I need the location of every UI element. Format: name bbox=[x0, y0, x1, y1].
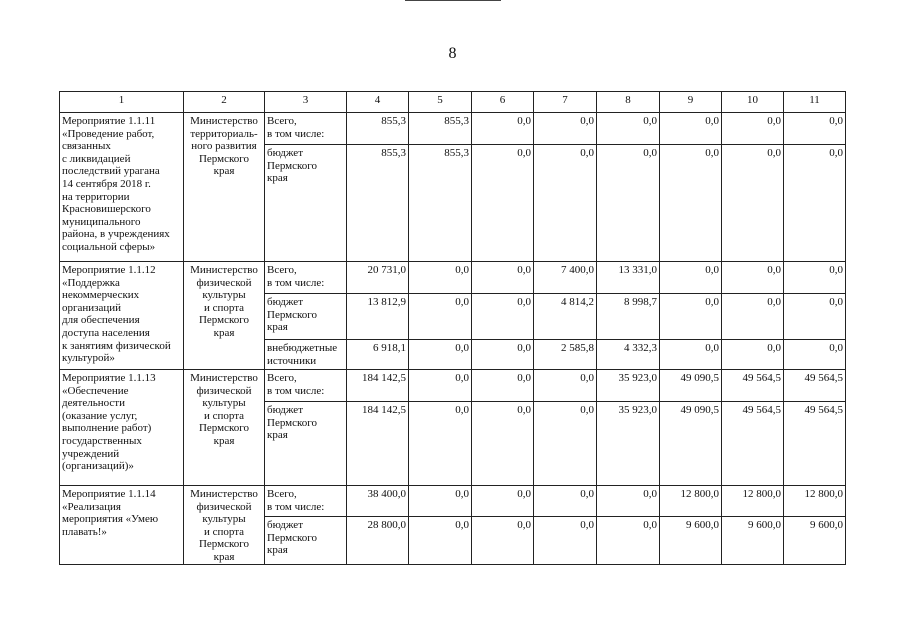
amount-cell: 0,0 bbox=[472, 262, 534, 294]
amount-cell: 0,0 bbox=[534, 145, 597, 262]
page-number: 8 bbox=[448, 45, 457, 62]
amount-cell: 0,0 bbox=[409, 517, 472, 565]
funding-source-cell: бюджет Пермского края bbox=[265, 294, 347, 340]
amount-cell: 9 600,0 bbox=[784, 517, 846, 565]
amount-cell: 0,0 bbox=[660, 262, 722, 294]
amount-cell: 855,3 bbox=[409, 145, 472, 262]
amount-cell: 38 400,0 bbox=[347, 486, 409, 517]
executor-cell: Министерство территориаль- ного развития Пермского края bbox=[184, 113, 265, 262]
funding-source-cell: бюджет Пермского края bbox=[265, 145, 347, 262]
amount-cell: 0,0 bbox=[409, 370, 472, 402]
amount-cell: 0,0 bbox=[722, 145, 784, 262]
amount-cell: 20 731,0 bbox=[347, 262, 409, 294]
top-rule bbox=[405, 0, 501, 1]
amount-cell: 0,0 bbox=[534, 113, 597, 145]
amount-cell: 9 600,0 bbox=[722, 517, 784, 565]
funding-source-cell: бюджет Пермского края bbox=[265, 402, 347, 486]
amount-cell: 0,0 bbox=[722, 294, 784, 340]
column-header: 10 bbox=[722, 92, 784, 113]
column-header: 7 bbox=[534, 92, 597, 113]
amount-cell: 0,0 bbox=[472, 486, 534, 517]
amount-cell: 12 800,0 bbox=[722, 486, 784, 517]
amount-cell: 0,0 bbox=[722, 262, 784, 294]
amount-cell: 0,0 bbox=[660, 340, 722, 370]
amount-cell: 855,3 bbox=[347, 113, 409, 145]
funding-source-cell: Всего, в том числе: bbox=[265, 262, 347, 294]
amount-cell: 0,0 bbox=[597, 113, 660, 145]
amount-cell: 0,0 bbox=[409, 486, 472, 517]
amount-cell: 4 332,3 bbox=[597, 340, 660, 370]
column-header: 2 bbox=[184, 92, 265, 113]
amount-cell: 49 564,5 bbox=[784, 402, 846, 486]
amount-cell: 0,0 bbox=[784, 113, 846, 145]
amount-cell: 0,0 bbox=[784, 262, 846, 294]
amount-cell: 12 800,0 bbox=[660, 486, 722, 517]
column-header: 9 bbox=[660, 92, 722, 113]
funding-source-cell: Всего, в том числе: bbox=[265, 113, 347, 145]
amount-cell: 0,0 bbox=[409, 262, 472, 294]
amount-cell: 8 998,7 bbox=[597, 294, 660, 340]
amount-cell: 0,0 bbox=[472, 340, 534, 370]
table-row bbox=[60, 262, 846, 294]
amount-cell: 0,0 bbox=[597, 486, 660, 517]
amount-cell: 0,0 bbox=[660, 294, 722, 340]
amount-cell: 0,0 bbox=[534, 402, 597, 486]
column-header: 6 bbox=[472, 92, 534, 113]
amount-cell: 0,0 bbox=[784, 294, 846, 340]
column-header: 3 bbox=[265, 92, 347, 113]
amount-cell: 7 400,0 bbox=[534, 262, 597, 294]
amount-cell: 184 142,5 bbox=[347, 402, 409, 486]
amount-cell: 0,0 bbox=[534, 517, 597, 565]
amount-cell: 49 564,5 bbox=[784, 370, 846, 402]
amount-cell: 49 090,5 bbox=[660, 370, 722, 402]
amount-cell: 28 800,0 bbox=[347, 517, 409, 565]
amount-cell: 0,0 bbox=[472, 294, 534, 340]
amount-cell: 49 564,5 bbox=[722, 402, 784, 486]
amount-cell: 0,0 bbox=[534, 486, 597, 517]
amount-cell: 0,0 bbox=[409, 340, 472, 370]
amount-cell: 0,0 bbox=[597, 145, 660, 262]
amount-cell: 0,0 bbox=[660, 145, 722, 262]
amount-cell: 0,0 bbox=[472, 113, 534, 145]
amount-cell: 0,0 bbox=[409, 294, 472, 340]
amount-cell: 9 600,0 bbox=[660, 517, 722, 565]
amount-cell: 2 585,8 bbox=[534, 340, 597, 370]
amount-cell: 0,0 bbox=[409, 402, 472, 486]
amount-cell: 4 814,2 bbox=[534, 294, 597, 340]
event-cell: Мероприятие 1.1.12 «Поддержка некоммерческих организаций для обеспечения доступа населения к занятиям физической культурой» bbox=[60, 262, 184, 370]
amount-cell: 35 923,0 bbox=[597, 402, 660, 486]
executor-cell: Министерство физической культуры и спорта Пермского края bbox=[184, 262, 265, 370]
amount-cell: 0,0 bbox=[472, 402, 534, 486]
funding-source-cell: Всего, в том числе: bbox=[265, 370, 347, 402]
amount-cell: 35 923,0 bbox=[597, 370, 660, 402]
amount-cell: 0,0 bbox=[472, 370, 534, 402]
amount-cell: 0,0 bbox=[784, 145, 846, 262]
header-row bbox=[60, 92, 846, 113]
program-table bbox=[59, 91, 846, 565]
column-header: 1 bbox=[60, 92, 184, 113]
column-header: 5 bbox=[409, 92, 472, 113]
event-cell: Мероприятие 1.1.13 «Обеспечение деятельности (оказание услуг, выполнение работ) государственных учреждений (организаций)» bbox=[60, 370, 184, 486]
amount-cell: 855,3 bbox=[347, 145, 409, 262]
amount-cell: 13 812,9 bbox=[347, 294, 409, 340]
amount-cell: 49 090,5 bbox=[660, 402, 722, 486]
table-row bbox=[60, 113, 846, 145]
amount-cell: 0,0 bbox=[534, 370, 597, 402]
table-row bbox=[60, 486, 846, 517]
amount-cell: 0,0 bbox=[660, 113, 722, 145]
amount-cell: 49 564,5 bbox=[722, 370, 784, 402]
event-cell: Мероприятие 1.1.11 «Проведение работ, связанных с ликвидацией последствий урагана 14 сентября 2018 г. на территории Красновишерского муниципального района, в учреждениях социальной сферы» bbox=[60, 113, 184, 262]
column-header: 4 bbox=[347, 92, 409, 113]
funding-source-cell: бюджет Пермского края bbox=[265, 517, 347, 565]
column-header: 11 bbox=[784, 92, 846, 113]
table-row bbox=[60, 370, 846, 402]
amount-cell: 0,0 bbox=[722, 113, 784, 145]
amount-cell: 0,0 bbox=[722, 340, 784, 370]
amount-cell: 184 142,5 bbox=[347, 370, 409, 402]
amount-cell: 0,0 bbox=[597, 517, 660, 565]
amount-cell: 6 918,1 bbox=[347, 340, 409, 370]
executor-cell: Министерство физической культуры и спорта Пермского края bbox=[184, 486, 265, 565]
event-cell: Мероприятие 1.1.14 «Реализация мероприятия «Умею плавать!» bbox=[60, 486, 184, 565]
funding-source-cell: внебюджетные источники bbox=[265, 340, 347, 370]
amount-cell: 0,0 bbox=[472, 517, 534, 565]
executor-cell: Министерство физической культуры и спорта Пермского края bbox=[184, 370, 265, 486]
column-header: 8 bbox=[597, 92, 660, 113]
amount-cell: 855,3 bbox=[409, 113, 472, 145]
amount-cell: 12 800,0 bbox=[784, 486, 846, 517]
amount-cell: 0,0 bbox=[784, 340, 846, 370]
amount-cell: 0,0 bbox=[472, 145, 534, 262]
funding-source-cell: Всего, в том числе: bbox=[265, 486, 347, 517]
amount-cell: 13 331,0 bbox=[597, 262, 660, 294]
